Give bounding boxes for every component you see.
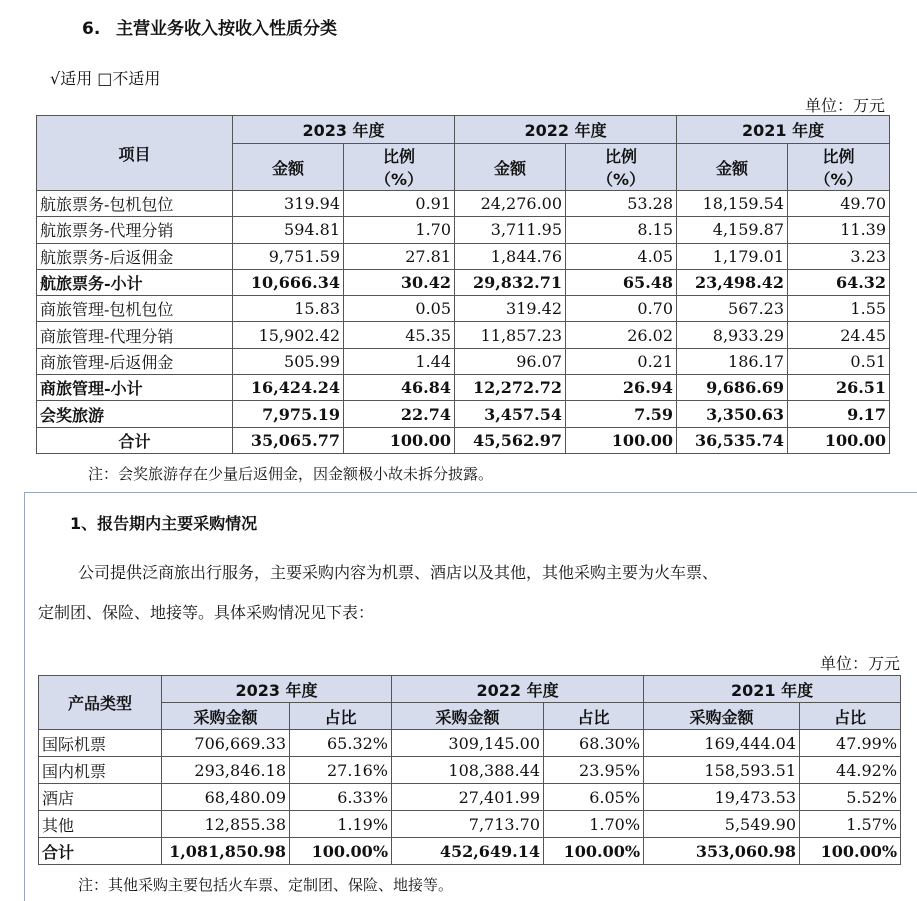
table-cell: 4.05 — [566, 243, 677, 269]
table-cell: 49.70 — [788, 191, 890, 217]
table-cell: 0.05 — [344, 296, 455, 322]
table-cell: 1,081,850.98 — [162, 838, 290, 865]
table-cell: 65.48 — [566, 269, 677, 295]
table-cell: 319.42 — [455, 296, 566, 322]
table-cell: 353,060.98 — [644, 838, 800, 865]
year-header: 2022 年度 — [392, 676, 644, 703]
table-cell: 1.44 — [344, 348, 455, 374]
table-cell: 452,649.14 — [392, 838, 544, 865]
ratio-header: 比例 （%） — [566, 144, 677, 191]
table-row — [39, 784, 901, 811]
row-label: 航旅票务-代理分销 — [37, 217, 233, 243]
table-cell: 7,713.70 — [392, 811, 544, 838]
table-cell: 45,562.97 — [455, 427, 566, 453]
table-cell: 6.05% — [544, 784, 644, 811]
table-cell: 594.81 — [233, 217, 344, 243]
table-cell: 44.92% — [800, 757, 901, 784]
table-cell: 64.32 — [788, 269, 890, 295]
table-cell: 24.45 — [788, 322, 890, 348]
table-cell: 169,444.04 — [644, 730, 800, 757]
table-cell: 24,276.00 — [455, 191, 566, 217]
table-cell: 26.51 — [788, 375, 890, 401]
table-cell: 19,473.53 — [644, 784, 800, 811]
table-cell: 46.84 — [344, 375, 455, 401]
table-cell: 0.51 — [788, 348, 890, 374]
table-cell: 26.94 — [566, 375, 677, 401]
table-cell: 1,179.01 — [677, 243, 788, 269]
row-label: 合计 — [39, 838, 162, 865]
revenue-by-nature-table — [36, 115, 890, 454]
table-row — [37, 427, 890, 453]
table-cell: 23,498.42 — [677, 269, 788, 295]
row-label: 合计 — [37, 427, 233, 453]
table-cell: 65.32% — [290, 730, 392, 757]
procurement-paragraph-line2: 定制团、保险、地接等。具体采购情况见下表： — [38, 603, 375, 622]
table-cell: 100.00% — [544, 838, 644, 865]
section-title: 主营业务收入按收入性质分类 — [116, 19, 337, 39]
table-cell: 22.74 — [344, 401, 455, 427]
row-label: 商旅管理-代理分销 — [37, 322, 233, 348]
table-row — [39, 838, 901, 865]
year-header: 2023 年度 — [233, 116, 455, 144]
table-cell: 8,933.29 — [677, 322, 788, 348]
table-cell: 29,832.71 — [455, 269, 566, 295]
table-row — [39, 757, 901, 784]
table-cell: 100.00% — [290, 838, 392, 865]
table-cell: 68.30% — [544, 730, 644, 757]
table-cell: 36,535.74 — [677, 427, 788, 453]
table-cell: 18,159.54 — [677, 191, 788, 217]
table-cell: 26.02 — [566, 322, 677, 348]
table-cell: 0.91 — [344, 191, 455, 217]
table-cell: 1.55 — [788, 296, 890, 322]
table-cell: 15.83 — [233, 296, 344, 322]
table-cell: 68,480.09 — [162, 784, 290, 811]
product-type-header: 产品类型 — [39, 676, 162, 730]
procurement-title: 1、报告期内主要采购情况 — [70, 514, 258, 533]
applicability-line: √适用 □不适用 — [50, 69, 161, 88]
share-header: 占比 — [544, 703, 644, 730]
row-label: 酒店 — [39, 784, 162, 811]
table1-note: 注：会奖旅游存在少量后返佣金，因金额极小故未拆分披露。 — [88, 465, 494, 483]
table-cell: 8.15 — [566, 217, 677, 243]
table-row — [37, 243, 890, 269]
table-row — [37, 348, 890, 374]
procurement-paragraph-line1: 公司提供泛商旅出行服务，主要采购内容为机票、酒店以及其他，其他采购主要为火车票、 — [78, 563, 719, 582]
table-cell: 11.39 — [788, 217, 890, 243]
item-header: 项目 — [37, 116, 233, 191]
table-row — [37, 191, 890, 217]
table-cell: 3,457.54 — [455, 401, 566, 427]
table-cell: 3,711.95 — [455, 217, 566, 243]
table-cell: 0.70 — [566, 296, 677, 322]
table-cell: 4,159.87 — [677, 217, 788, 243]
table-row — [39, 730, 901, 757]
share-header: 占比 — [800, 703, 901, 730]
table-cell: 1.70 — [344, 217, 455, 243]
table-cell: 27.81 — [344, 243, 455, 269]
table-cell: 12,272.72 — [455, 375, 566, 401]
table1-unit: 单位：万元 — [804, 96, 885, 115]
ratio-header: 比例 （%） — [788, 144, 890, 191]
procurement-table — [38, 675, 901, 865]
table2-unit: 单位：万元 — [819, 654, 900, 673]
year-header: 2022 年度 — [455, 116, 677, 144]
row-label: 国内机票 — [39, 757, 162, 784]
table-cell: 1.19% — [290, 811, 392, 838]
table-cell: 3.23 — [788, 243, 890, 269]
year-header: 2023 年度 — [162, 676, 392, 703]
row-label: 商旅管理-后返佣金 — [37, 348, 233, 374]
table-cell: 5.52% — [800, 784, 901, 811]
purchase-amount-header: 采购金额 — [162, 703, 290, 730]
table-cell: 0.21 — [566, 348, 677, 374]
row-label: 商旅管理-包机包位 — [37, 296, 233, 322]
table-row — [39, 811, 901, 838]
ratio-header: 比例 （%） — [344, 144, 455, 191]
table-cell: 158,593.51 — [644, 757, 800, 784]
table-cell: 1.57% — [800, 811, 901, 838]
section-number: 6. — [82, 19, 101, 39]
row-label: 会奖旅游 — [37, 401, 233, 427]
table-cell: 9,686.69 — [677, 375, 788, 401]
table-cell: 505.99 — [233, 348, 344, 374]
table-cell: 16,424.24 — [233, 375, 344, 401]
table-cell: 15,902.42 — [233, 322, 344, 348]
table-cell: 319.94 — [233, 191, 344, 217]
table-cell: 11,857.23 — [455, 322, 566, 348]
table-cell: 6.33% — [290, 784, 392, 811]
table-cell: 35,065.77 — [233, 427, 344, 453]
amount-header: 金额 — [455, 144, 566, 191]
table-cell: 53.28 — [566, 191, 677, 217]
table-row — [37, 269, 890, 295]
table-cell: 186.17 — [677, 348, 788, 374]
table-cell: 9,751.59 — [233, 243, 344, 269]
table-cell: 3,350.63 — [677, 401, 788, 427]
table-cell: 100.00 — [344, 427, 455, 453]
table-cell: 30.42 — [344, 269, 455, 295]
table-row — [37, 322, 890, 348]
table-cell: 27,401.99 — [392, 784, 544, 811]
year-header: 2021 年度 — [677, 116, 890, 144]
table-cell: 12,855.38 — [162, 811, 290, 838]
table-cell: 5,549.90 — [644, 811, 800, 838]
table-cell: 108,388.44 — [392, 757, 544, 784]
row-label: 航旅票务-后返佣金 — [37, 243, 233, 269]
table-row — [37, 401, 890, 427]
section-heading — [82, 14, 337, 39]
table-cell: 309,145.00 — [392, 730, 544, 757]
row-label: 航旅票务-小计 — [37, 269, 233, 295]
table-row — [37, 375, 890, 401]
table-cell: 47.99% — [800, 730, 901, 757]
row-label: 商旅管理-小计 — [37, 375, 233, 401]
row-label: 航旅票务-包机包位 — [37, 191, 233, 217]
table-cell: 100.00 — [788, 427, 890, 453]
table-cell: 1,844.76 — [455, 243, 566, 269]
table-cell: 567.23 — [677, 296, 788, 322]
purchase-amount-header: 采购金额 — [392, 703, 544, 730]
row-label: 其他 — [39, 811, 162, 838]
purchase-amount-header: 采购金额 — [644, 703, 800, 730]
share-header: 占比 — [290, 703, 392, 730]
table-cell: 7,975.19 — [233, 401, 344, 427]
table-cell: 100.00 — [566, 427, 677, 453]
table-cell: 293,846.18 — [162, 757, 290, 784]
table2-note: 注：其他采购主要包括火车票、定制团、保险、地接等。 — [78, 876, 454, 894]
table-cell: 10,666.34 — [233, 269, 344, 295]
table-row — [37, 217, 890, 243]
table-cell: 1.70% — [544, 811, 644, 838]
table-cell: 706,669.33 — [162, 730, 290, 757]
table-cell: 9.17 — [788, 401, 890, 427]
table-cell: 45.35 — [344, 322, 455, 348]
amount-header: 金额 — [233, 144, 344, 191]
year-header: 2021 年度 — [644, 676, 901, 703]
row-label: 国际机票 — [39, 730, 162, 757]
table-cell: 23.95% — [544, 757, 644, 784]
amount-header: 金额 — [677, 144, 788, 191]
table-cell: 96.07 — [455, 348, 566, 374]
table-cell: 27.16% — [290, 757, 392, 784]
table-cell: 100.00% — [800, 838, 901, 865]
table-row — [37, 296, 890, 322]
table-cell: 7.59 — [566, 401, 677, 427]
